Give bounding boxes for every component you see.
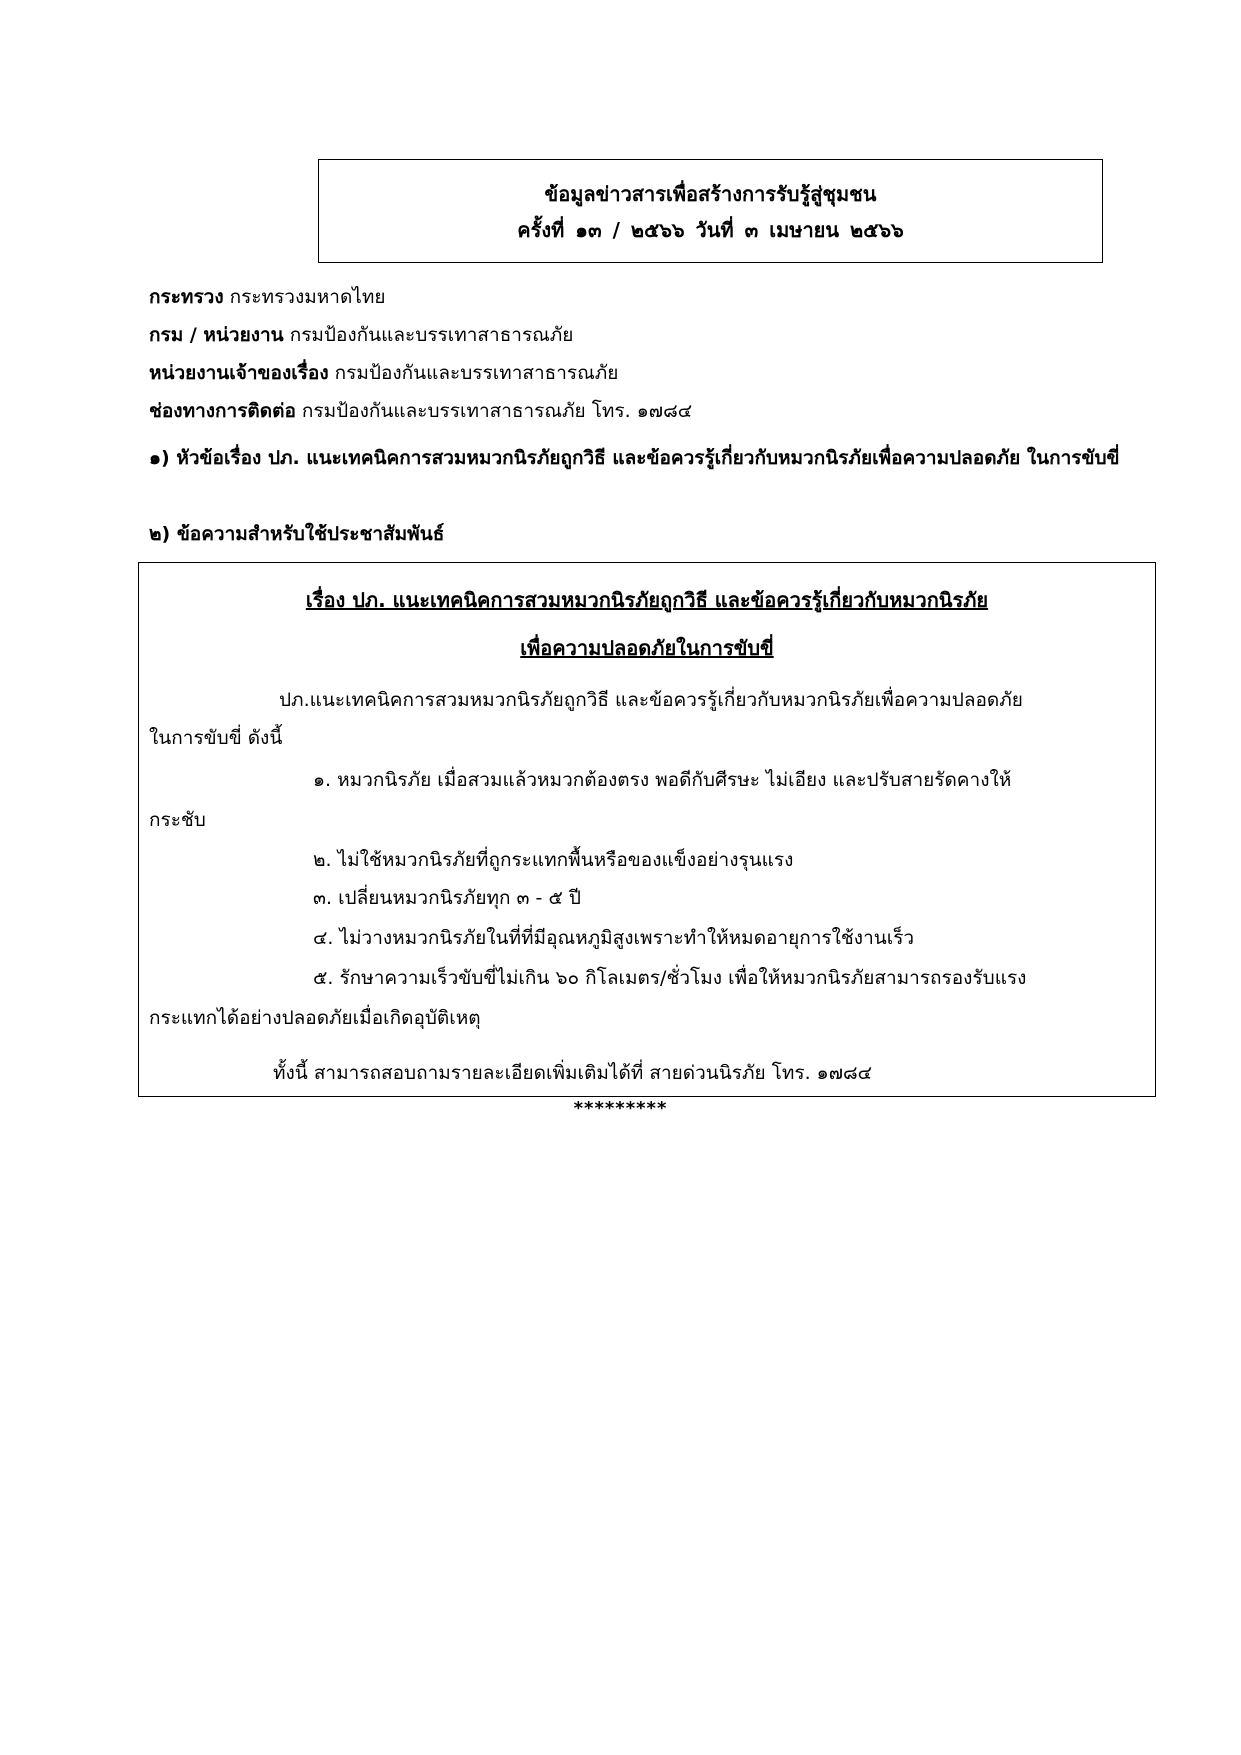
meta-label: กระทรวง [149, 286, 224, 308]
intro-paragraph-continued: ในการขับขี่ ดังนี้ [149, 727, 283, 749]
meta-label: ช่องทางการติดต่อ [149, 400, 296, 422]
closing-paragraph: ทั้งนี้ สามารถสอบถามรายละเอียดเพิ่มเติมได้ที่ สายด่วนนิรภัย โทร. ๑๗๘๔ [273, 1062, 873, 1084]
document-header-issue: ครั้งที่ ๑๓ / ๒๕๖๖ วันที่ ๓ เมษายน ๒๕๖๖ [517, 218, 904, 242]
document-header-title: ข้อมูลข่าวสารเพื่อสร้างการรับรู้สู่ชุมชน [544, 182, 877, 206]
document-header-box [318, 159, 1103, 263]
pr-message-heading: ๒) ข้อความสำหรับใช้ประชาสัมพันธ์ [149, 523, 445, 545]
list-item-1: ๑. หมวกนิรภัย เมื่อสวมแล้วหมวกต้องตรง พอดีกับศีรษะ ไม่เอียง และปรับสายรัดคางให้ [313, 769, 1012, 791]
meta-value: กระทรวงมหาดไทย [223, 286, 386, 308]
meta-department [149, 320, 573, 350]
content-title: เรื่อง ปภ. แนะเทคนิคการสวมหมวกนิรภัยถูกวิธี และข้อควรรู้เกี่ยวกับหมวกนิรภัย [305, 588, 989, 612]
topic-heading: ๑) หัวข้อเรื่อง ปภ. แนะเทคนิคการสวมหมวกนิรภัยถูกวิธี และข้อควรรู้เกี่ยวกับหมวกนิรภัยเพื่อความปลอดภัย ในการขับขี่ [149, 447, 1120, 469]
meta-contact [149, 396, 692, 426]
intro-paragraph: ปภ.แนะเทคนิคการสวมหมวกนิรภัยถูกวิธี และข้อควรรู้เกี่ยวกับหมวกนิรภัยเพื่อความปลอดภัย [279, 689, 1023, 711]
meta-owner [149, 358, 618, 388]
list-item-5: ๕. รักษาความเร็วขับขี่ไม่เกิน ๖๐ กิโลเมตร/ชั่วโมง เพื่อให้หมวกนิรภัยสามารถรองรับแรง [313, 967, 1027, 989]
list-item-1-continued: กระชับ [149, 809, 206, 831]
end-marker: ********* [573, 1098, 668, 1119]
meta-value: กรมป้องกันและบรรเทาสาธารณภัย [328, 362, 619, 384]
meta-label: หน่วยงานเจ้าของเรื่อง [149, 362, 329, 384]
meta-label: กรม / หน่วยงาน [149, 324, 284, 346]
list-item-5-continued: กระแทกได้อย่างปลอดภัยเมื่อเกิดอุบัติเหตุ [149, 1007, 481, 1029]
meta-value: กรมป้องกันและบรรเทาสาธารณภัย โทร. ๑๗๘๔ [295, 400, 693, 422]
list-item-2: ๒. ไม่ใช้หมวกนิรภัยที่ถูกระแทกพื้นหรือของแข็งอย่างรุนแรง [313, 849, 794, 871]
content-title-continued: เพื่อความปลอดภัยในการขับขี่ [520, 636, 774, 660]
list-item-4: ๔. ไม่วางหมวกนิรภัยในที่ที่มีอุณหภูมิสูงเพราะทำให้หมดอายุการใช้งานเร็ว [313, 927, 915, 949]
meta-ministry [149, 282, 386, 312]
pr-content-box [138, 562, 1156, 1097]
list-item-3: ๓. เปลี่ยนหมวกนิรภัยทุก ๓ - ๕ ปี [313, 887, 581, 909]
meta-value: กรมป้องกันและบรรเทาสาธารณภัย [283, 324, 574, 346]
